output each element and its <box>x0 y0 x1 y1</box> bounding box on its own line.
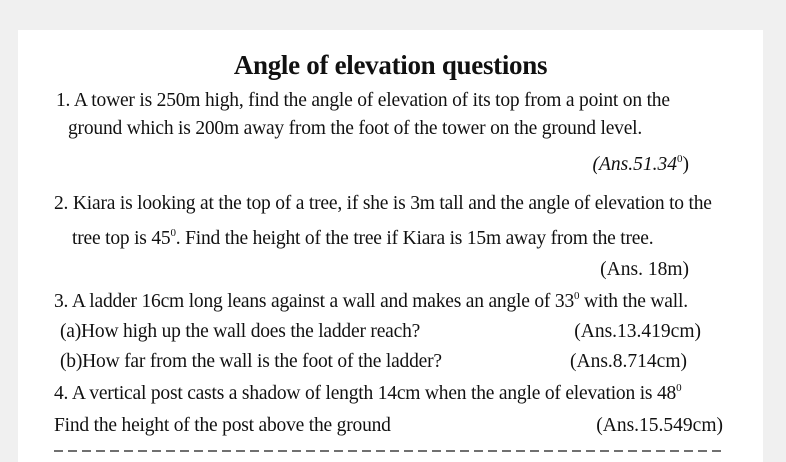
q3-part-b: (b)How far from the wall is the foot of the ladder? <box>60 351 442 372</box>
q1-answer-suffix: ) <box>682 154 689 175</box>
q3-line-1-prefix: 3. A ladder 16cm long leans against a wall and makes an angle of 33 <box>54 291 574 312</box>
q2-line-2 <box>72 227 653 250</box>
q2-line-2-suffix: . Find the height of the tree if Kiara is 15m away from the tree. <box>175 228 654 249</box>
q1-answer <box>593 153 690 176</box>
q3-degree: 0 <box>574 290 580 302</box>
q4-line-1-prefix: 4. A vertical post casts a shadow of length 14cm when the angle of elevation is 48 <box>54 383 677 404</box>
q1-answer-prefix: (Ans.51.34 <box>592 154 677 175</box>
q2-line-1: 2. Kiara is looking at the top of a tree, if she is 3m tall and the angle of elevation to the <box>54 193 712 214</box>
q1-line-2: ground which is 200m away from the foot of the tower on the ground level. <box>68 118 643 139</box>
page-title: Angle of elevation questions <box>233 50 548 80</box>
q4-degree: 0 <box>676 382 682 394</box>
cut-off-next-line <box>54 450 724 452</box>
q1-answer-degree: 0 <box>677 153 683 165</box>
q1-line-1: 1. A tower is 250m high, find the angle of elevation of its top from a point on the <box>56 90 670 111</box>
q4-line-2: Find the height of the post above the ground <box>54 415 391 436</box>
q2-degree: 0 <box>170 227 176 239</box>
q3-answer-a: (Ans.13.419cm) <box>574 321 701 342</box>
q3-line-1-suffix: with the wall. <box>579 291 688 312</box>
q3-answer-b: (Ans.8.714cm) <box>570 351 687 372</box>
q3-line-1 <box>54 290 688 313</box>
q2-answer: (Ans. 18m) <box>600 259 689 280</box>
q3-part-a: (a)How high up the wall does the ladder reach? <box>60 321 421 342</box>
document-page <box>18 30 763 462</box>
q2-line-2-prefix: tree top is 45 <box>72 228 171 249</box>
q4-answer: (Ans.15.549cm) <box>596 415 723 436</box>
q4-line-1 <box>54 382 681 405</box>
